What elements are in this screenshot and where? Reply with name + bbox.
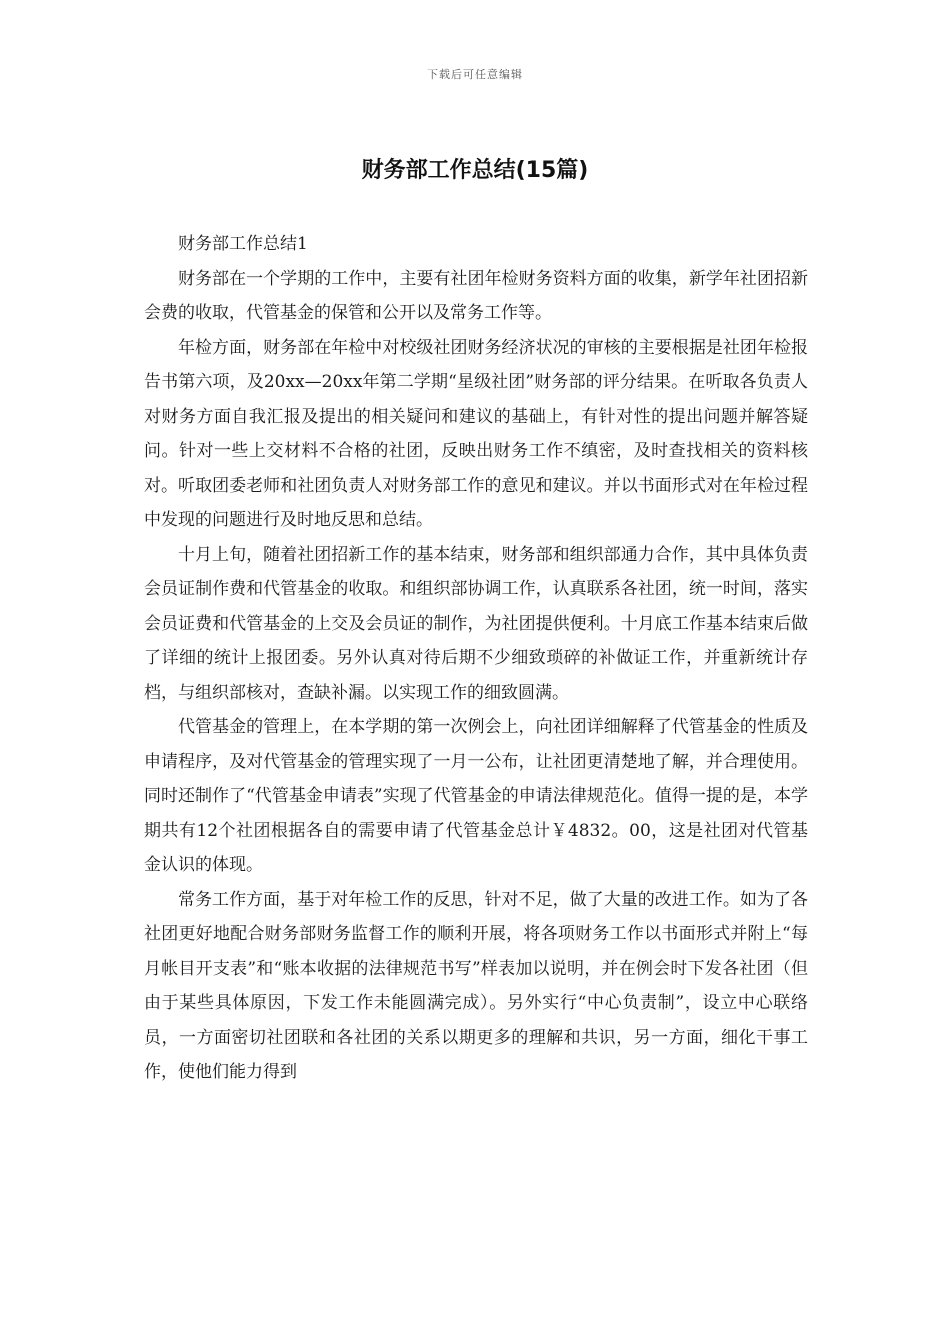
document-title: 财务部工作总结(15篇) [361,158,589,183]
paragraph: 年检方面，财务部在年检中对校级社团财务经济状况的审核的主要根据是社团年检报告书第六项，及20xx—20xx年第二学期“星级社团”财务部的评分结果。在听取各负责人对财务方面自我汇报及提出的相关疑问和建议的基础上，有针对性的提出问题并解答疑问。针对一些上交材料不合格的社团，反映出财务工作不缜密，及时查找相关的资料核对。听取团委老师和社团负责人对财务部工作的意见和建议。并以书面形式对在年检过程中发现的问题进行及时地反思和总结。 [144,337,808,530]
paragraph: 财务部在一个学期的工作中，主要有社团年检财务资料方面的收集，新学年社团招新会费的收取，代管基金的保管和公开以及常务工作等。 [144,268,808,323]
document-body [144,227,808,1090]
header-note: 下载后可任意编辑 [427,68,523,81]
section-heading: 财务部工作总结1 [178,234,308,254]
paragraph: 代管基金的管理上，在本学期的第一次例会上，向社团详细解释了代管基金的性质及申请程序，及对代管基金的管理实现了一月一公布，让社团更清楚地了解，并合理使用。同时还制作了“代管基金申请表”实现了代管基金的申请法律规范化。值得一提的是，本学期共有12个社团根据各自的需要申请了代管基金总计￥4832。00，这是社团对代管基金认识的体现。 [144,717,808,875]
paragraph: 常务工作方面，基于对年检工作的反思，针对不足，做了大量的改进工作。如为了各社团更好地配合财务部财务监督工作的顺利开展，将各项财务工作以书面形式并附上“每月帐目开支表”和“账本收据的法律规范书写”样表加以说明，并在例会时下发各社团（但由于某些具体原因，下发工作未能圆满完成）。另外实行“中心负责制”，设立中心联络员，一方面密切社团联和各社团的关系以期更多的理解和共识，另一方面，细化干事工作，使他们能力得到 [144,889,808,1082]
paragraph: 十月上旬，随着社团招新工作的基本结束，财务部和组织部通力合作，其中具体负责会员证制作费和代管基金的收取。和组织部协调工作，认真联系各社团，统一时间，落实会员证费和代管基金的上交及会员证的制作，为社团提供便利。十月底工作基本结束后做了详细的统计上报团委。另外认真对待后期不少细致琐碎的补做证工作，并重新统计存档，与组织部核对，查缺补漏。以实现工作的细致圆满。 [144,544,808,703]
